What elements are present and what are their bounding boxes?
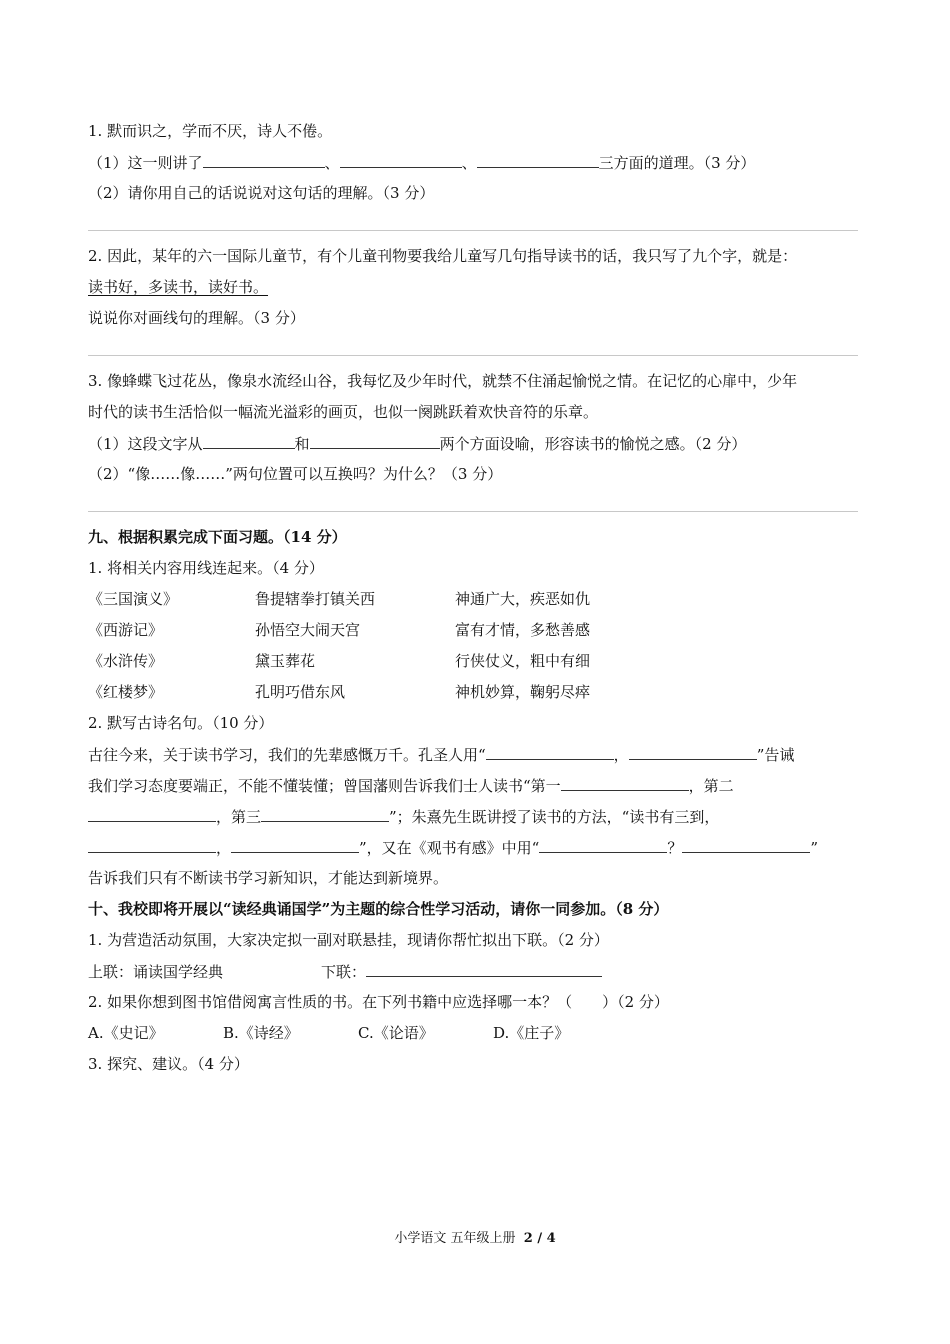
match-story[interactable]: 黛玉葬花	[255, 652, 316, 670]
q1-part2: （2）请你用自己的话说说对这句话的理解。（3 分）	[88, 184, 435, 202]
answer-blank[interactable]	[629, 744, 757, 760]
section-9-title: 九、根据积累完成下面习题。（14 分）	[88, 528, 347, 546]
match-story[interactable]: 孔明巧借东风	[255, 683, 346, 701]
match-book[interactable]: 《水浒传》	[88, 652, 164, 670]
answer-blank[interactable]	[340, 152, 462, 168]
q1-part1-suffix: 三方面的道理。（3 分）	[598, 154, 756, 172]
couplet-lower-label: 下联：	[321, 963, 367, 981]
footer-subject: 小学语文 五年级上册	[394, 1231, 516, 1246]
section-10-title: 十、我校即将开展以“读经典诵国学”为主题的综合性学习活动，请你一同参加。（8 分）	[88, 900, 669, 918]
couplet-upper: 上联：诵读国学经典	[88, 963, 224, 981]
poem-para-line2: 我们学习态度要端正，不能不懂装懂；曾国藩则告诉我们士人读书“第一 ，第二	[88, 777, 734, 795]
answer-blank[interactable]	[88, 837, 216, 853]
s9-q1: 1. 将相关内容用线连起来。（4 分）	[88, 559, 324, 577]
s10-q2-options	[88, 1023, 628, 1043]
q3-part2: （2）“像……像……”两句位置可以互换吗？为什么？（3 分）	[88, 465, 503, 483]
answer-blank[interactable]	[310, 433, 440, 449]
match-trait[interactable]: 富有才情，多愁善感	[455, 621, 591, 639]
answer-line[interactable]	[88, 511, 858, 512]
match-trait[interactable]: 行侠仗义，粗中有细	[455, 652, 591, 670]
q1-text: 1. 默而识之，学而不厌，诗人不倦。	[88, 122, 333, 140]
answer-line[interactable]	[88, 230, 858, 231]
q1-part1-prefix: （1）这一则讲了	[88, 154, 203, 172]
answer-blank[interactable]	[261, 806, 389, 822]
answer-line[interactable]	[88, 355, 858, 356]
answer-blank[interactable]	[486, 744, 614, 760]
answer-blank[interactable]	[539, 837, 667, 853]
answer-blank[interactable]	[477, 152, 599, 168]
q3-text-line2: 时代的读书生活恰似一幅流光溢彩的画页，也似一阕跳跃着欢快音符的乐章。	[88, 403, 599, 421]
match-story[interactable]: 鲁提辖拳打镇关西	[255, 590, 376, 608]
poem-para-line3: ，第三 ”；朱熹先生既讲授了读书的方法，“读书有三到，	[88, 806, 719, 827]
couplet-row	[88, 961, 602, 982]
option-c[interactable]: C.《论语》	[358, 1024, 434, 1042]
answer-blank[interactable]	[203, 433, 295, 449]
match-book[interactable]: 《西游记》	[88, 621, 164, 639]
q2-question: 说说你对画线句的理解。（3 分）	[88, 309, 305, 327]
match-trait[interactable]: 神机妙算，鞠躬尽瘁	[455, 683, 591, 701]
option-a[interactable]: A.《史记》	[88, 1024, 164, 1042]
option-b[interactable]: B.《诗经》	[223, 1024, 299, 1042]
poem-para-line4: ， ”，又在《观书有感》中用“ ？ ”	[88, 837, 818, 858]
s10-q2: 2. 如果你想到图书馆借阅寓言性质的书。在下列书籍中应选择哪一本？（ ）（2 分）	[88, 993, 669, 1011]
match-book[interactable]: 《三国演义》	[88, 590, 179, 608]
s9-q2: 2. 默写古诗名句。（10 分）	[88, 714, 274, 732]
page-footer	[0, 1227, 950, 1246]
s10-q3: 3. 探究、建议。（4 分）	[88, 1055, 249, 1073]
match-trait[interactable]: 神通广大，疾恶如仇	[455, 590, 591, 608]
s10-q1: 1. 为营造活动氛围，大家决定拟一副对联悬挂，现请你帮忙拟出下联。（2 分）	[88, 931, 609, 949]
poem-para-line1: 古往今来，关于读书学习，我们的先辈感慨万千。孔圣人用“ ， ”告诫	[88, 746, 795, 764]
poem-para-line5: 告诉我们只有不断读书学习新知识，才能达到新境界。	[88, 869, 449, 887]
answer-blank[interactable]	[231, 837, 359, 853]
q2-underlined-quote: 读书好，多读书，读好书。	[88, 278, 269, 296]
answer-blank[interactable]	[203, 152, 325, 168]
option-d[interactable]: D.《庄子》	[493, 1024, 570, 1042]
answer-blank[interactable]	[561, 775, 689, 791]
page-number: 2 / 4	[523, 1231, 556, 1246]
answer-blank[interactable]	[682, 837, 810, 853]
couplet-lower-blank[interactable]	[366, 961, 602, 977]
match-book[interactable]: 《红楼梦》	[88, 683, 164, 701]
q2-text: 2. 因此，某年的六一国际儿童节，有个儿童刊物要我给儿童写几句指导读书的话，我只写了九个字，就是：	[88, 247, 798, 265]
match-story[interactable]: 孙悟空大闹天宫	[255, 621, 361, 639]
answer-blank[interactable]	[88, 806, 216, 822]
q1-part1: （1）这一则讲了 、 、 三方面的道理。（3 分）	[88, 154, 756, 172]
q3-part1: （1）这段文字从 和 两个方面设喻，形容读书的愉悦之感。（2 分）	[88, 435, 747, 453]
q3-text-line1: 3. 像蜂蝶飞过花丛，像泉水流经山谷，我每忆及少年时代，就禁不住涌起愉悦之情。在记忆的心扉中，少年	[88, 372, 798, 390]
